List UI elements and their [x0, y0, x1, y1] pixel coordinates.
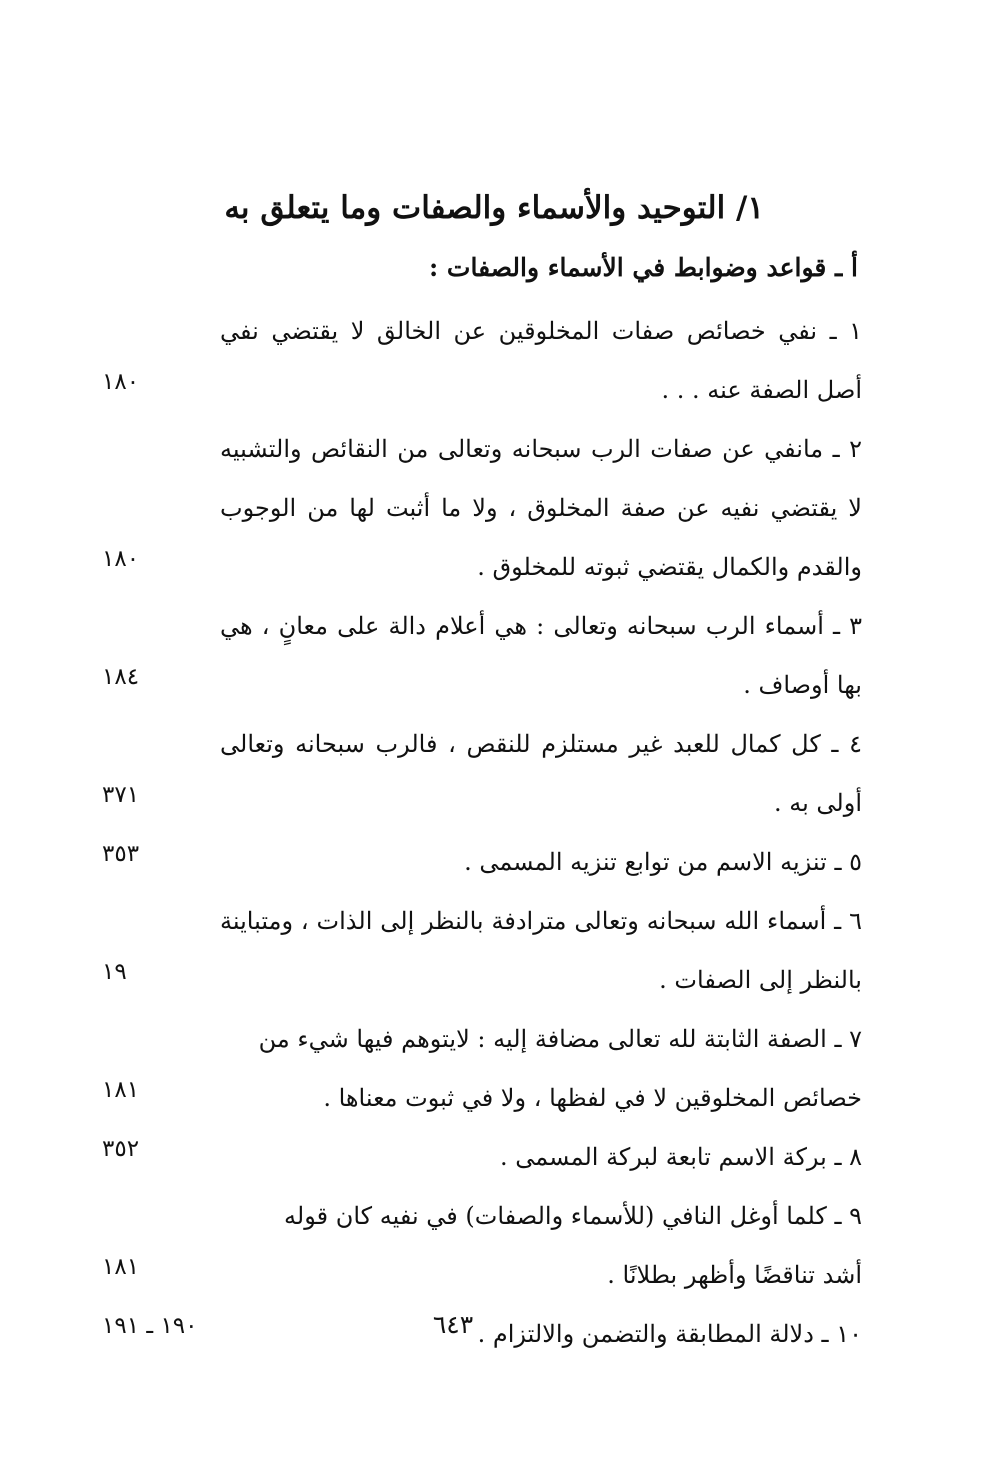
entry-page-number: ١٨١: [102, 1254, 140, 1280]
entry-page-number: ١٨٠: [102, 546, 140, 572]
index-entry: [90, 1187, 862, 1305]
entry-text-line: والقدم والكمال يقتضي ثبوته للمخلوق .: [477, 553, 862, 581]
entry-page-number: ١٩٠ ـ ١٩١: [102, 1313, 198, 1339]
index-entry: [90, 420, 862, 597]
index-entry: [90, 1010, 862, 1128]
entry-text-line: ٩ ـ كلما أوغل النافي (للأسماء والصفات) في نفيه كان قوله: [284, 1202, 862, 1230]
entry-text-line: ٢ ـ مانفي عن صفات الرب سبحانه وتعالى من النقائص والتشبيه: [220, 435, 863, 463]
page-number: ٦٤٣: [432, 1310, 474, 1339]
index-entries: [90, 302, 862, 1364]
entry-page-number: ٣٧١: [102, 782, 140, 808]
index-entry: [90, 833, 862, 892]
index-entry: [90, 597, 862, 715]
entry-text-line: ٧ ـ الصفة الثابتة لله تعالى مضافة إليه : لايتوهم فيها شيء من: [258, 1025, 862, 1053]
entry-text-line: ٦ ـ أسماء الله سبحانه وتعالى مترادفة بالنظر إلى الذات ، ومتباينة: [220, 907, 862, 935]
index-entry: [90, 715, 862, 833]
entry-page-number: ١٩: [102, 959, 127, 985]
entry-text-line: بالنظر إلى الصفات .: [659, 966, 862, 994]
entry-text-line: خصائص المخلوقين لا في لفظها ، ولا في ثبوت معناها .: [323, 1084, 862, 1112]
index-entry: [90, 302, 862, 420]
entry-text-line: أشد تناقضًا وأظهر بطلانًا .: [607, 1261, 862, 1289]
entry-text-line: بها أوصاف .: [743, 671, 862, 699]
section-subtitle: أ ـ قواعد وضوابط في الأسماء والصفات :: [428, 253, 858, 282]
page-footer: [0, 1310, 986, 1339]
index-entry: [90, 1128, 862, 1187]
entry-page-number: ٣٥٢: [102, 1136, 140, 1162]
entry-text-line: ٤ ـ كل كمال للعبد غير مستلزم للنقص ، فالرب سبحانه وتعالى: [220, 730, 862, 758]
entry-text-line: ٥ ـ تنزيه الاسم من توابع تنزيه المسمى .: [464, 848, 862, 876]
entry-text-line: ٨ ـ بركة الاسم تابعة لبركة المسمى .: [500, 1143, 862, 1171]
entry-page-number: ١٨٤: [102, 664, 140, 690]
entry-text-line: لا يقتضي نفيه عن صفة المخلوق ، ولا ما أثبت لها من الوجوب: [220, 494, 862, 522]
entry-page-number: ١٨١: [102, 1077, 140, 1103]
entry-text-line: أولى به .: [773, 789, 862, 817]
entry-page-number: ١٨٠: [102, 369, 140, 395]
section-title: ١/ التوحيد والأسماء والصفات وما يتعلق به: [224, 190, 764, 226]
entry-text-line: ١ ـ نفي خصائص صفات المخلوقين عن الخالق لا يقتضي نفي: [220, 317, 862, 345]
entry-text-line: ٣ ـ أسماء الرب سبحانه وتعالى : هي أعلام دالة على معانٍ ، هي: [220, 612, 862, 640]
entry-text-line: أصل الصفة عنه . . .: [661, 376, 862, 404]
entry-page-number: ٣٥٣: [102, 841, 140, 867]
entry-text-line: ١٠ ـ دلالة المطابقة والتضمن والالتزام .: [477, 1320, 862, 1348]
index-entry: [90, 892, 862, 1010]
